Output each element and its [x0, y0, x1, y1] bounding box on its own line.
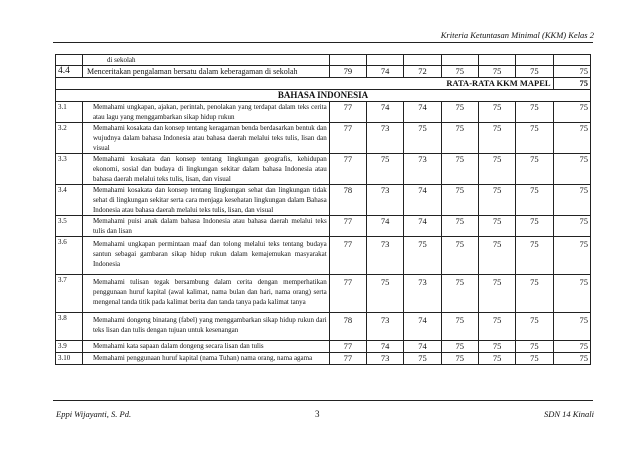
average-value: 75: [553, 78, 590, 90]
row-value: 75: [478, 341, 515, 353]
row-value: 79: [329, 66, 366, 78]
row-number: 3.6: [56, 237, 83, 275]
row-description: Memahami penggunaan huruf kapital (nama Tuhan) nama orang, nama agama: [82, 353, 329, 365]
row-number: 3.3: [56, 154, 83, 185]
table-row: [56, 313, 591, 341]
row-value: 75: [553, 313, 590, 341]
row-value: 75: [516, 185, 553, 216]
row-value: 75: [441, 66, 478, 78]
row-value: 74: [367, 216, 404, 237]
row-value: 75: [478, 66, 515, 78]
row-value: 75: [553, 154, 590, 185]
row-description: Memahami kata sapaan dalam dongeng secara lisan dan tulis: [82, 341, 329, 353]
row-value: 75: [516, 341, 553, 353]
kkm-table: [55, 54, 591, 365]
row-value: 75: [478, 275, 515, 313]
row-value: 75: [441, 275, 478, 313]
row-value: 75: [516, 216, 553, 237]
row-value: 75: [478, 216, 515, 237]
footer-school: SDN 14 Kinali: [543, 409, 594, 419]
row-value: 75: [553, 341, 590, 353]
row-value: 77: [329, 275, 366, 313]
row-value: 75: [516, 102, 553, 123]
table-row: [56, 353, 591, 365]
row-value: 78: [329, 313, 366, 341]
row-value: 75: [516, 313, 553, 341]
row-value: 73: [367, 123, 404, 154]
row-value: 73: [367, 313, 404, 341]
row-number: 3.7: [56, 275, 83, 313]
row-value: 75: [478, 313, 515, 341]
row-value: 75: [367, 154, 404, 185]
row-value: 73: [404, 275, 441, 313]
row-value: 75: [441, 154, 478, 185]
section-row: [56, 90, 591, 102]
row-value: 75: [441, 185, 478, 216]
row-value: 75: [478, 154, 515, 185]
row-value: 75: [553, 275, 590, 313]
row-value: 74: [404, 102, 441, 123]
row-value: 75: [478, 353, 515, 365]
row-value: 75: [441, 341, 478, 353]
row-value: 75: [478, 185, 515, 216]
average-row: [56, 78, 591, 90]
page-number: 3: [315, 409, 320, 419]
table-row: [56, 102, 591, 123]
row-value: 77: [329, 154, 366, 185]
row-value: 75: [441, 123, 478, 154]
row-number: 3.5: [56, 216, 83, 237]
table-row: [56, 216, 591, 237]
row-description: Menceritakan pengalaman bersatu dalam keberagaman di sekolah: [82, 66, 329, 78]
row-value: 75: [516, 353, 553, 365]
row-number: 3.10: [56, 353, 83, 365]
row-number: 3.9: [56, 341, 83, 353]
row-value: 75: [553, 185, 590, 216]
table-row: [56, 237, 591, 275]
row-description: Memahami puisi anak dalam bahasa Indonesia atau bahasa daerah melalui teks tulis dan lisan: [82, 216, 329, 237]
row-value: 78: [329, 185, 366, 216]
row-value: 75: [478, 123, 515, 154]
table-row: [56, 185, 591, 216]
row-value: 73: [404, 154, 441, 185]
row-value: 75: [404, 237, 441, 275]
row-value: 73: [367, 185, 404, 216]
row-description: Memahami dongeng binatang (fabel) yang menggambarkan sikap hidup rukun dari teks lisan dan tulis dengan tujuan untuk kesenangan: [82, 313, 329, 341]
row-value: 77: [329, 237, 366, 275]
row-value: 75: [553, 123, 590, 154]
row-number: 3.1: [56, 102, 83, 123]
row-description: Memahami kosakata dan konsep tentang lingkungan geografis, kehidupan ekonomi, sosial dan budaya di lingkungan sekitar dalam bahasa Indonesia atau bahasa daerah melalui teks tulis, lisan, dan visual: [82, 154, 329, 185]
row-value: 75: [553, 237, 590, 275]
row-value: 75: [441, 313, 478, 341]
row-number: 3.2: [56, 123, 83, 154]
row-value: 74: [367, 102, 404, 123]
row-value: 77: [329, 102, 366, 123]
row-value: 75: [553, 102, 590, 123]
row-description: Memahami kosakata dan konsep tentang keragaman benda berdasarkan bentuk dan wujudnya dalam bahasa Indonesia atau bahasa daerah melalui teks tulis, lisan dan visual: [82, 123, 329, 154]
row-value: 74: [367, 341, 404, 353]
row-value: 75: [553, 216, 590, 237]
table-row: [56, 123, 591, 154]
row-value: 75: [441, 102, 478, 123]
section-title: BAHASA INDONESIA: [56, 90, 591, 102]
row-value: 73: [367, 353, 404, 365]
row-value: 75: [516, 275, 553, 313]
row-value: 75: [441, 237, 478, 275]
row-value: 75: [441, 216, 478, 237]
table-row: [56, 275, 591, 313]
row-value: 74: [404, 341, 441, 353]
row-value: 75: [553, 66, 590, 78]
row-value: 75: [516, 237, 553, 275]
carry-over-text: di sekolah: [82, 55, 329, 66]
row-value: 77: [329, 341, 366, 353]
row-value: 75: [516, 123, 553, 154]
row-description: Memahami ungkapan, ajakan, perintah, penolakan yang terdapat dalam teks cerita atau lagu yang menggambarkan sikap hidup rukun: [82, 102, 329, 123]
row-number: 3.8: [56, 313, 83, 341]
average-label: RATA-RATA KKM MAPEL: [56, 78, 554, 90]
row-description: Memahami tulisan tegak bersambung dalam cerita dengan memperhatikan penggunaan huruf kapital (awal kalimat, nama bulan dan hari, nama orang) serta mengenal tanda titik pada kalimat berita dan tanda tanya pada kalimat tanya: [82, 275, 329, 313]
table-row: [56, 55, 591, 66]
row-description: Memahami kosakata dan konsep tentang lingkungan sehat dan lingkungan tidak sehat di lingkungan sekitar serta cara menjaga kesehatan lingkungan dalam Bahasa Indonesia atau bahasa daerah melalui teks tulis, lisan, dan visual: [82, 185, 329, 216]
row-value: 74: [404, 216, 441, 237]
row-value: 75: [553, 353, 590, 365]
row-value: 72: [404, 66, 441, 78]
row-value: 73: [367, 237, 404, 275]
header-divider: [53, 42, 593, 43]
row-value: 75: [367, 275, 404, 313]
footer-divider: [53, 400, 593, 401]
table-row: [56, 341, 591, 353]
row-value: 75: [516, 66, 553, 78]
row-value: 74: [367, 66, 404, 78]
row-value: 77: [329, 123, 366, 154]
row-value: 75: [404, 123, 441, 154]
table-row: [56, 66, 591, 78]
row-number: 3.4: [56, 185, 83, 216]
row-number: 4.4: [56, 66, 83, 78]
row-value: 75: [478, 237, 515, 275]
row-value: 74: [404, 185, 441, 216]
row-value: 75: [404, 353, 441, 365]
row-value: 77: [329, 216, 366, 237]
row-value: 75: [441, 353, 478, 365]
row-value: 77: [329, 353, 366, 365]
table-row: [56, 154, 591, 185]
row-value: 74: [404, 313, 441, 341]
row-value: 75: [478, 102, 515, 123]
row-value: 75: [516, 154, 553, 185]
document-header-title: Kriteria Ketuntasan Minimal (KKM) Kelas 2: [440, 30, 594, 40]
row-description: Memahami ungkapan permintaan maaf dan tolong melalui teks tentang budaya santun sebagai gambaran sikap hidup rukun dalam kemajemukan masyarakat Indonesia: [82, 237, 329, 275]
footer-author: Eppi Wijayanti, S. Pd.: [56, 409, 132, 419]
